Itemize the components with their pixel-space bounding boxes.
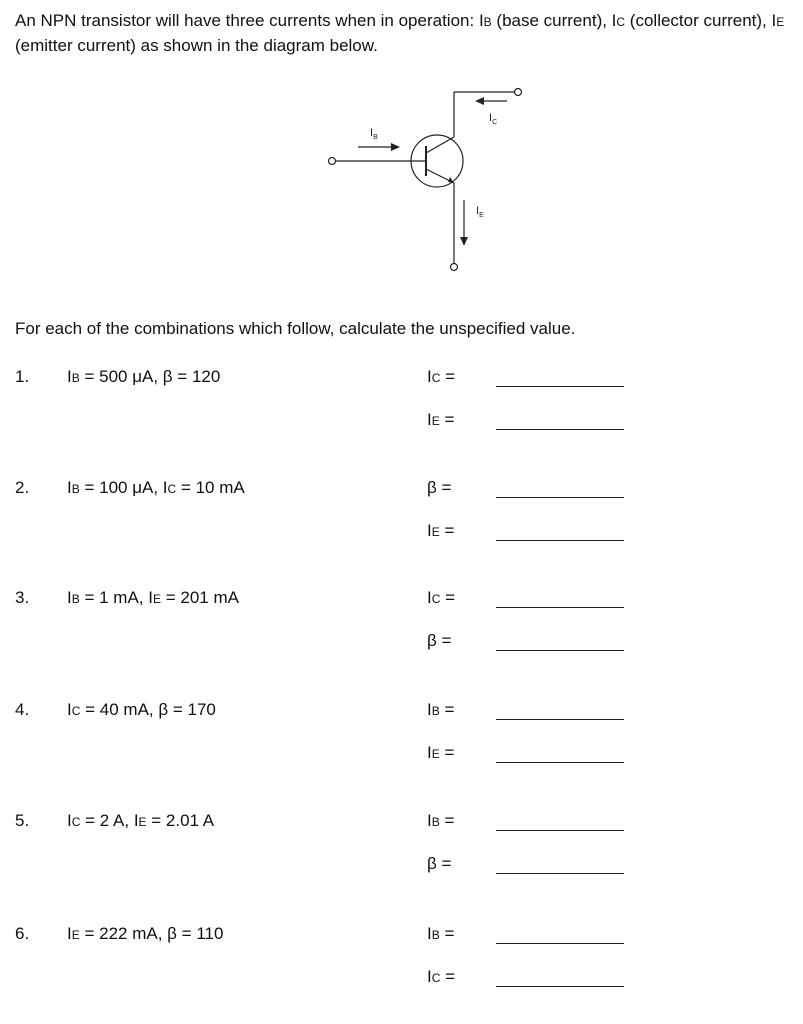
answer-equals: =	[439, 743, 455, 762]
answer-quantity-symbol: I	[427, 743, 432, 762]
problem-number: 3.	[15, 588, 30, 607]
answer-equals: =	[436, 478, 452, 497]
given-quantity-symbol: I	[133, 811, 139, 830]
answer-quantity-symbol: β	[427, 854, 437, 873]
problem-number: 2.	[15, 478, 30, 497]
given-value: = 10 mA	[176, 478, 245, 497]
problem-given	[67, 700, 216, 720]
intro-ie-subscript: E	[776, 15, 785, 29]
given-quantity-symbol: I	[67, 811, 72, 830]
given-value: = 120	[172, 367, 221, 386]
answer-equals: =	[439, 521, 455, 540]
ic-label: $I_C$	[489, 112, 498, 126]
answer-blank[interactable]	[496, 497, 624, 498]
answer-label	[427, 367, 455, 387]
answer-equals: =	[440, 588, 456, 607]
answer-quantity	[427, 743, 440, 762]
problem-given	[67, 478, 245, 498]
answer-quantity	[427, 854, 437, 873]
answer-quantity	[427, 478, 437, 497]
given-quantity-subscript: C	[71, 704, 81, 718]
given-quantity-symbol: β	[158, 700, 169, 719]
given-value: = 110	[176, 924, 224, 943]
intro-ib-subscript: B	[483, 15, 492, 29]
answer-quantity-symbol: I	[427, 967, 432, 986]
answer-label	[427, 743, 454, 763]
answer-blank[interactable]	[496, 719, 624, 720]
answer-label	[427, 854, 451, 874]
answer-blank[interactable]	[496, 986, 624, 987]
answer-label	[427, 924, 454, 944]
ic-arrowhead	[475, 97, 484, 105]
given-quantity	[158, 700, 168, 719]
given-quantity	[148, 588, 161, 607]
ie-label: $I_E$	[476, 205, 484, 219]
intro-text: An NPN transistor will have three currents when in operation: I	[15, 11, 484, 30]
answer-quantity	[427, 967, 440, 986]
answer-label	[427, 700, 454, 720]
answer-quantity	[427, 410, 440, 429]
given-quantity-symbol: I	[67, 700, 72, 719]
problem-given	[67, 588, 239, 608]
given-quantity-symbol: I	[67, 588, 72, 607]
answer-label	[427, 478, 451, 498]
given-quantity-subscript: B	[71, 371, 80, 385]
answer-quantity-symbol: I	[427, 811, 432, 830]
given-quantity-symbol: I	[67, 478, 72, 497]
intro-text: (base current), I	[491, 11, 617, 30]
answer-equals: =	[439, 811, 455, 830]
given-value: = 2 A,	[80, 811, 134, 830]
answer-blank[interactable]	[496, 607, 624, 608]
problem-given	[67, 811, 214, 831]
problem-number: 5.	[15, 811, 30, 830]
answer-blank[interactable]	[496, 830, 624, 831]
given-quantity-symbol: β	[162, 367, 173, 386]
answer-quantity	[427, 811, 440, 830]
answer-label	[427, 588, 455, 608]
answer-label	[427, 631, 451, 651]
ie-arrowhead	[460, 237, 468, 246]
given-quantity	[167, 924, 177, 943]
answer-quantity-subscript: B	[431, 704, 440, 718]
given-quantity-subscript: B	[71, 482, 80, 496]
problem-number: 1.	[15, 367, 30, 386]
instructions: For each of the combinations which follow, calculate the unspecified value.	[15, 319, 576, 338]
answer-quantity-subscript: C	[431, 971, 441, 985]
base-terminal	[329, 158, 336, 165]
given-quantity-subscript: C	[167, 482, 177, 496]
given-value: = 1 mA,	[79, 588, 149, 607]
answer-blank[interactable]	[496, 943, 624, 944]
given-quantity	[67, 924, 80, 943]
answer-label	[427, 967, 455, 987]
intro-text: (emitter current) as shown in the diagram below.	[15, 36, 378, 55]
answer-quantity-subscript: E	[431, 414, 440, 428]
given-value: = 201 mA	[161, 588, 239, 607]
answer-label	[427, 811, 454, 831]
given-value: = 40 mA,	[80, 700, 159, 719]
answer-quantity	[427, 367, 440, 386]
answer-equals: =	[439, 700, 455, 719]
given-quantity-subscript: E	[71, 928, 80, 942]
given-quantity	[67, 588, 80, 607]
problem-number: 4.	[15, 700, 30, 719]
given-quantity	[163, 367, 173, 386]
answer-blank[interactable]	[496, 762, 624, 763]
answer-equals: =	[439, 924, 455, 943]
answer-equals: =	[436, 854, 452, 873]
answer-quantity	[427, 521, 440, 540]
collector-terminal	[515, 89, 522, 96]
answer-equals: =	[440, 967, 456, 986]
emitter-terminal	[451, 264, 458, 271]
given-quantity-symbol: β	[167, 924, 177, 943]
given-value: = 500 μA,	[79, 367, 163, 386]
problem-number: 6.	[15, 924, 30, 943]
given-value: = 170	[168, 700, 216, 719]
answer-blank[interactable]	[496, 540, 624, 541]
answer-quantity	[427, 588, 440, 607]
ib-arrowhead	[391, 143, 400, 151]
answer-blank[interactable]	[496, 386, 624, 387]
given-quantity	[134, 811, 147, 830]
answer-label	[427, 410, 454, 430]
answer-quantity-symbol: I	[427, 367, 432, 386]
answer-blank[interactable]	[496, 873, 624, 874]
answer-quantity-subscript: C	[431, 371, 441, 385]
given-quantity	[67, 478, 80, 497]
npn-transistor-diagram	[0, 0, 803, 300]
answer-quantity-subscript: C	[431, 592, 441, 606]
answer-equals: =	[440, 367, 456, 386]
answer-quantity-subscript: B	[431, 815, 440, 829]
emitter-arrowhead	[448, 177, 454, 183]
answer-label	[427, 521, 454, 541]
given-quantity-symbol: I	[67, 924, 72, 943]
given-quantity	[67, 811, 80, 830]
intro-ic-subscript: C	[616, 15, 626, 29]
given-value: = 222 mA,	[79, 924, 168, 943]
ib-label: $I_B$	[370, 127, 378, 141]
answer-equals: =	[439, 410, 455, 429]
answer-quantity-subscript: E	[431, 747, 440, 761]
answer-equals: =	[436, 631, 452, 650]
problem-given	[67, 367, 220, 387]
given-quantity-subscript: E	[152, 592, 161, 606]
given-quantity-symbol: I	[148, 588, 153, 607]
problem-given	[67, 924, 223, 944]
given-quantity-subscript: E	[138, 815, 147, 829]
given-value: = 2.01 A	[146, 811, 215, 830]
answer-blank[interactable]	[496, 650, 624, 651]
given-quantity	[67, 700, 80, 719]
answer-quantity-symbol: I	[427, 700, 432, 719]
given-quantity	[67, 367, 80, 386]
answer-quantity-subscript: B	[431, 928, 440, 942]
answer-quantity-symbol: I	[427, 924, 432, 943]
answer-quantity-symbol: β	[427, 631, 437, 650]
answer-quantity-symbol: β	[427, 478, 437, 497]
given-quantity	[163, 478, 176, 497]
answer-quantity	[427, 924, 440, 943]
given-quantity-symbol: I	[67, 367, 72, 386]
answer-blank[interactable]	[496, 429, 624, 430]
answer-quantity-symbol: I	[427, 588, 432, 607]
answer-quantity-subscript: E	[431, 525, 440, 539]
given-quantity-subscript: C	[71, 815, 81, 829]
answer-quantity-symbol: I	[427, 521, 432, 540]
given-value: = 100 μA,	[79, 478, 163, 497]
collector-lead	[426, 137, 454, 153]
answer-quantity-symbol: I	[427, 410, 432, 429]
given-quantity-subscript: B	[71, 592, 80, 606]
given-quantity-symbol: I	[162, 478, 168, 497]
answer-quantity	[427, 631, 437, 650]
intro-text: (collector current), I	[625, 11, 777, 30]
answer-quantity	[427, 700, 440, 719]
